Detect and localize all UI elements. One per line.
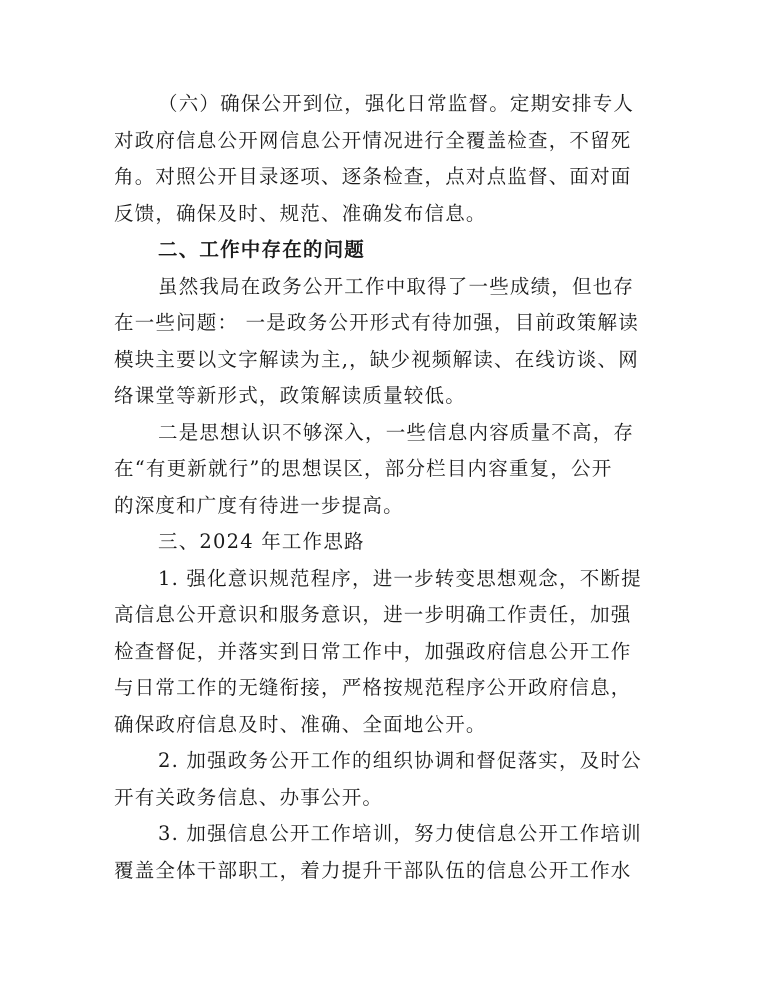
text-line: 高信息公开意识和服务意识，进一步明确工作责任，加强 xyxy=(114,603,632,626)
text-line: 2. 加强政务公开工作的组织协调和督促落实，及时公 xyxy=(158,749,642,772)
text-line: 覆盖全体干部职工，着力提升干部队伍的信息公开工作水 xyxy=(114,858,632,882)
section-heading: 二、工作中存在的问题 xyxy=(158,238,366,261)
text-line: 二是思想认识不够深入，一些信息内容质量不高，存 xyxy=(158,420,635,444)
text-line: 1. 强化意识规范程序，进一步转变思想观念，不断提 xyxy=(158,566,642,590)
text-line: 开有关政务信息、办事公开。 xyxy=(114,785,384,809)
text-line: 角。对照公开目录逐项、逐条检查，点对点监督、面对面 xyxy=(114,165,632,188)
text-line: 3. 加强信息公开工作培训，努力使信息公开工作培训 xyxy=(158,822,642,845)
text-line: 虽然我局在政务公开工作中取得了一些成绩，但也存 xyxy=(158,274,635,298)
text-line: 络课堂等新形式，政策解读质量较低。 xyxy=(114,384,466,407)
text-line: 模块主要以文字解读为主,，缺少视频解读、在线访谈、网 xyxy=(114,347,639,371)
text-line: 的深度和广度有待进一步提高。 xyxy=(114,493,404,517)
text-line: 与日常工作的无缝衔接，严格按规范程序公开政府信息， xyxy=(114,676,632,699)
text-line: 检查督促，并落实到日常工作中，加强政府信息公开工作 xyxy=(114,639,632,663)
document-body xyxy=(114,86,644,889)
text-line: 确保政府信息及时、准确、全面地公开。 xyxy=(114,712,487,736)
text-line: （六）确保公开到位，强化日常监督。定期安排专人 xyxy=(158,92,635,115)
text-line: 在一些问题： 一是政务公开形式有待加强，目前政策解读 xyxy=(114,311,639,334)
text-line: 对政府信息公开网信息公开情况进行全覆盖检查，不留死 xyxy=(114,128,632,152)
text-line: 三、2024 年工作思路 xyxy=(158,530,365,553)
text-line: 在“有更新就行”的思想误区，部分栏目内容重复，公开 xyxy=(114,457,613,480)
text-line: 反馈，确保及时、规范、准确发布信息。 xyxy=(114,201,487,225)
